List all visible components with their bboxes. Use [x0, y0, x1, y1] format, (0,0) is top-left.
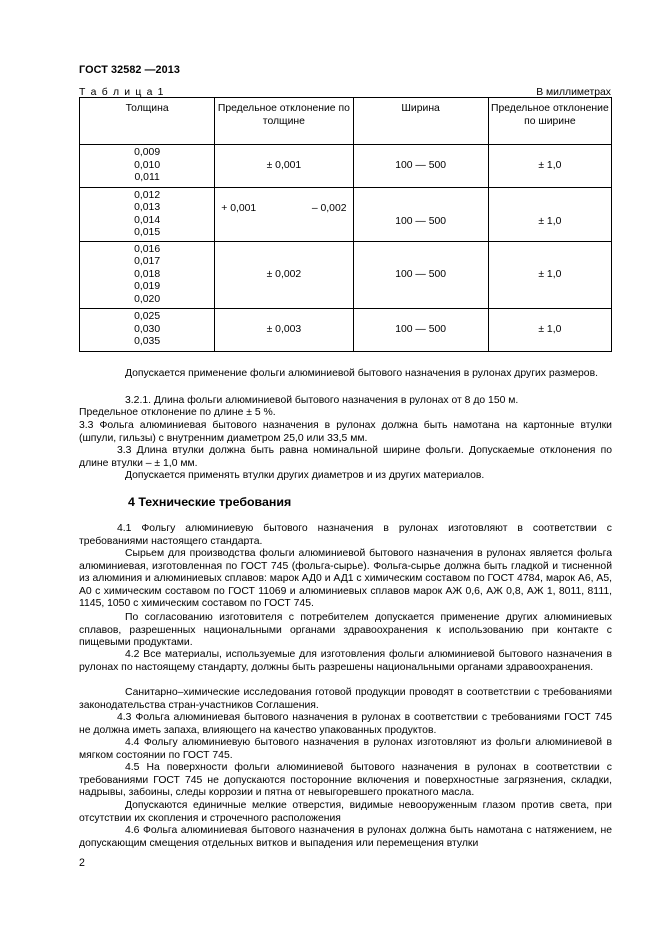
thickness-value: 0,010	[134, 159, 161, 171]
paragraph-4-3: 4.3 Фольга алюминиевая бытового назначения в рулонах в соответствии с требованиями ГОСТ 745 не должна иметь запаха, влияющего на качество упакованных продуктов.	[79, 712, 612, 736]
width-value: 100 — 500	[395, 216, 447, 228]
thickness-value: 0,011	[134, 172, 160, 184]
width-cell: 100 — 500	[353, 309, 488, 352]
table-caption: Т а б л и ц а 1	[79, 87, 165, 98]
document-header: ГОСТ 32582 —2013	[79, 64, 180, 76]
paragraph-sanitary: Санитарно–химические исследования готовой продукции проводят в соответствии с требованиями законодательства стран-участников Соглашения.	[79, 687, 612, 711]
paragraph-4-2: 4.2 Все материалы, используемые для изготовления фольги алюминиевой бытового назначения в рулонах по настоящему стандарту, должны быть разрешены национальными органами здравоохранения.	[79, 649, 612, 673]
thickness-value: 0,030	[134, 323, 161, 335]
paragraph-holes: Допускаются единичные мелкие отверстия, видимые невооруженным глазом против света, при отсутствии их скопления и строчечного расположения	[79, 800, 612, 824]
table-header-row	[80, 98, 612, 145]
thickness-value: 0,014	[134, 214, 161, 226]
thickness-value: 0,018	[134, 268, 161, 280]
paragraph-4-5: 4.5 На поверхности фольги алюминиевой бытового назначения в рулонах в соответствии с требованиями ГОСТ 745 не допускаются посторонние включения и поверхностные загрязнения, складки, надрывы, забоины, следы коррозии и пятна от невыгоревшего прокатного масла.	[79, 762, 612, 799]
thickness-deviation-cell: ± 0,003	[215, 309, 353, 352]
col-header-width: Ширина	[353, 98, 488, 145]
width-deviation-cell	[488, 188, 611, 242]
thickness-deviation-cell	[215, 188, 353, 242]
thickness-cell	[80, 242, 215, 309]
deviation-plus: + 0,001	[221, 203, 257, 214]
paragraph-4-6: 4.6 Фольга алюминиевая бытового назначения в рулонах должна быть намотана с натяжением, не допускающим смещения отдельных витков и выпадения или перемещения втулки	[79, 825, 612, 849]
width-deviation-cell: ± 1,0	[488, 145, 611, 188]
thickness-value: 0,013	[134, 202, 161, 213]
thickness-value: 0,025	[134, 311, 161, 323]
paragraph-length-deviation: Предельное отклонение по длине ± 5 %.	[79, 407, 276, 418]
paragraph-other-sizes: Допускается применение фольги алюминиевой бытового назначения в рулонах других размеров.	[125, 368, 598, 379]
paragraph-sleeve-diameters: Допускается применять втулки других диаметров и из других материалов.	[125, 470, 485, 481]
paragraph-4-1: 4.1 Фольгу алюминиевую бытового назначения в рулонах изготовляют в соответствии с требованиями настоящего стандарта.	[79, 523, 612, 547]
paragraph-length: 3.2.1. Длина фольги алюминиевой бытового назначения в рулонах от 8 до 150 м.	[125, 395, 519, 406]
page-number: 2	[79, 857, 85, 869]
col-header-thickness: Толщина	[80, 98, 215, 145]
paragraph-4-4: 4.4 Фольгу алюминиевую бытового назначения в рулонах изготовляют из фольги алюминиевой в мягком состоянии по ГОСТ 745.	[79, 737, 612, 761]
thickness-deviation-cell: ± 0,002	[215, 242, 353, 309]
col-header-width-deviation: Предельное отклонение по ширине	[488, 98, 611, 145]
thickness-value: 0,019	[134, 281, 161, 293]
deviation-minus: – 0,002	[311, 203, 347, 214]
tolerance-table	[79, 97, 612, 352]
table-units: В миллиметрах	[536, 87, 611, 98]
thickness-value: 0,017	[134, 256, 161, 268]
thickness-cell	[80, 188, 215, 242]
col-header-thickness-deviation: Предельное отклонение по толщине	[215, 98, 353, 145]
paragraph-raw-material: Сырьем для производства фольги алюминиевой бытового назначения в рулонах является фольга алюминиевая, изготовленная по ГОСТ 745 (фольга-сырье). Фольга-сырье должна быть гладкой и тисненной из алюминия и алюминиевых сплавов: марок АД0 и АД1 с химическим составом по ГОСТ 4784, марок А6, А5, А0 с химическим составом по ГОСТ 11069 и алюминиевых сплавов марок АЖ 0,6, АЖ 0,8, АЖ 1, 8011, 8111, 1145, 1050 с химическим составом по ГОСТ 745.	[79, 548, 612, 610]
table-row	[80, 309, 612, 352]
thickness-value: 0,016	[134, 243, 161, 255]
thickness-value: 0,020	[134, 293, 161, 305]
width-deviation-value: ± 1,0	[538, 216, 562, 228]
width-deviation-cell: ± 1,0	[488, 309, 611, 352]
paragraph-sleeves: 3.3 Фольга алюминиевая бытового назначения в рулонах должна быть намотана на картонные втулки (шпули, гильзы) с внутренним диаметром 25,0 или 33,5 мм.	[79, 420, 612, 444]
thickness-cell	[80, 309, 215, 352]
thickness-cell	[80, 145, 215, 188]
width-cell	[353, 188, 488, 242]
table-row	[80, 145, 612, 188]
section-title: 4 Технические требования	[128, 495, 292, 509]
thickness-value: 0,035	[134, 336, 161, 348]
thickness-value: 0,012	[134, 189, 161, 201]
thickness-value: 0,015	[134, 227, 161, 238]
width-cell: 100 — 500	[353, 145, 488, 188]
table-row	[80, 242, 612, 309]
paragraph-sleeve-length: 3.3 Длина втулки должна быть равна номинальной ширине фольги. Допускаемые отклонения по длине втулки – ± 1,0 мм.	[79, 445, 612, 469]
table-row	[80, 188, 612, 242]
paragraph-alloys-agreement: По согласованию изготовителя с потребителем допускается применение других алюминиевых сплавов, разрешенных национальными органами здравоохранения к использованию при контакте с пищевыми продуктами.	[79, 612, 612, 649]
width-cell: 100 — 500	[353, 242, 488, 309]
thickness-value: 0,009	[134, 147, 161, 159]
thickness-deviation-cell: ± 0,001	[215, 145, 353, 188]
width-deviation-cell: ± 1,0	[488, 242, 611, 309]
